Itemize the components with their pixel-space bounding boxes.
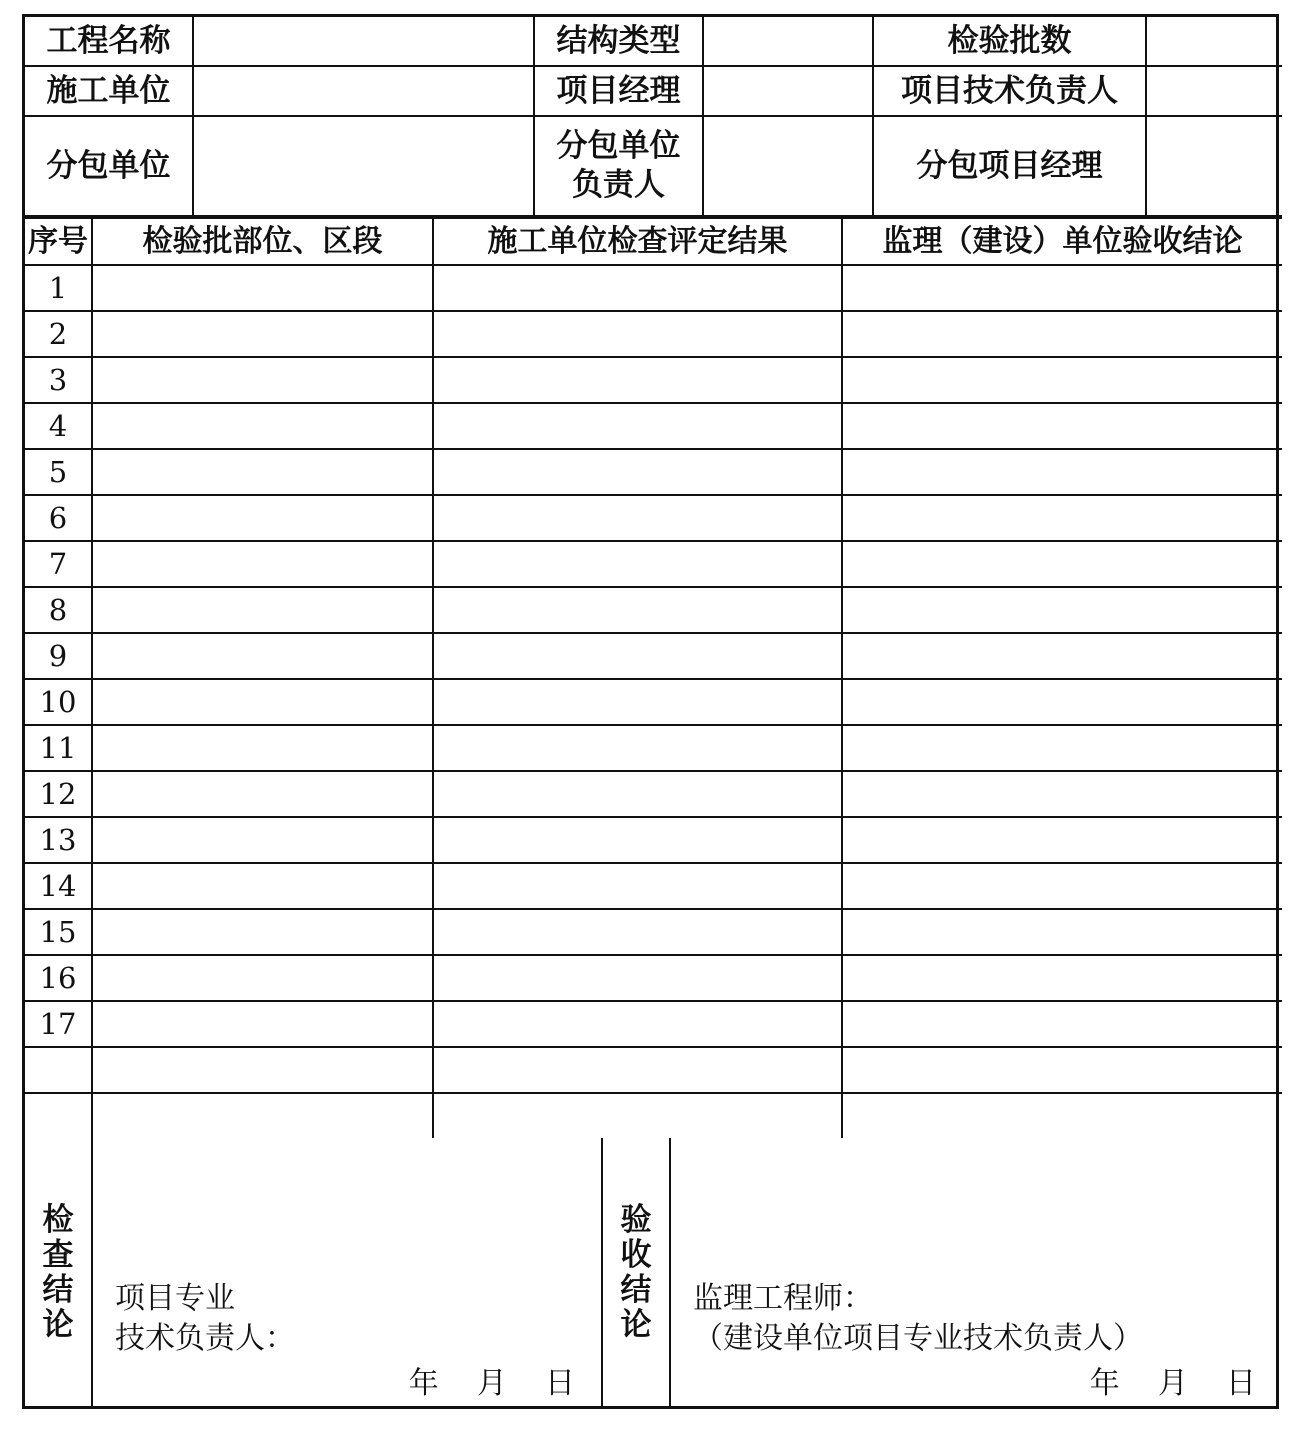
- acceptance-conclusion-label: [602, 1138, 670, 1408]
- table-row: [25, 771, 1282, 817]
- row-supervisor-conclusion-field[interactable]: [842, 863, 1282, 909]
- check-label-char: 结: [42, 1272, 74, 1308]
- table-row: [25, 1001, 1282, 1047]
- row-contractor-result-field[interactable]: [433, 771, 842, 817]
- sub-manager-label: 分包项目经理: [873, 116, 1146, 216]
- table-row: [25, 265, 1282, 311]
- row-number: 9: [25, 633, 92, 679]
- row-location-field[interactable]: [92, 541, 433, 587]
- row-number: 14: [25, 863, 92, 909]
- row-number: 12: [25, 771, 92, 817]
- table-row: [25, 495, 1282, 541]
- project-name-label: 工程名称: [25, 17, 193, 66]
- row-location-field[interactable]: [92, 1093, 433, 1138]
- col-location-header: 检验批部位、区段: [92, 218, 433, 265]
- row-supervisor-conclusion-field[interactable]: [842, 1093, 1282, 1138]
- row-number: 3: [25, 357, 92, 403]
- table-row: [25, 311, 1282, 357]
- project-manager-field[interactable]: [703, 66, 873, 116]
- form-footer: [25, 1138, 1282, 1408]
- contractor-field[interactable]: [193, 66, 534, 116]
- supervisor-signature-label: 监理工程师：: [693, 1281, 873, 1316]
- check-conclusion-field[interactable]: [92, 1138, 602, 1408]
- row-location-field[interactable]: [92, 1047, 433, 1093]
- accept-label-char: 结: [620, 1272, 652, 1308]
- column-header-row: [25, 218, 1282, 265]
- row-supervisor-conclusion-field[interactable]: [842, 909, 1282, 955]
- row-supervisor-conclusion-field[interactable]: [842, 633, 1282, 679]
- table-row: [25, 679, 1282, 725]
- row-location-field[interactable]: [92, 725, 433, 771]
- table-row: [25, 725, 1282, 771]
- row-supervisor-conclusion-field[interactable]: [842, 1047, 1282, 1093]
- table-row: [25, 449, 1282, 495]
- row-number: 15: [25, 909, 92, 955]
- date-year-label: 年: [408, 1365, 439, 1401]
- check-date: [409, 1365, 575, 1403]
- subcontractor-label: 分包单位: [25, 116, 193, 216]
- row-contractor-result-field[interactable]: [433, 817, 842, 863]
- sub-responsible-label-line2: 负责人: [572, 167, 665, 203]
- tech-lead-label: 项目技术负责人: [873, 66, 1146, 116]
- row-contractor-result-field[interactable]: [433, 357, 842, 403]
- date-month-label: 月: [1157, 1365, 1188, 1401]
- row-contractor-result-field[interactable]: [433, 1001, 842, 1047]
- check-label-char: 检: [42, 1202, 74, 1238]
- acceptance-date: [1090, 1365, 1256, 1403]
- owner-tech-lead-note: （建设单位项目专业技术负责人）: [693, 1321, 1143, 1356]
- structure-type-label: 结构类型: [534, 17, 703, 66]
- row-contractor-result-field[interactable]: [433, 1093, 842, 1138]
- row-location-field[interactable]: [92, 771, 433, 817]
- tech-lead-signature-label-line2: 技术负责人：: [115, 1321, 295, 1356]
- row-location-field[interactable]: [92, 449, 433, 495]
- row-contractor-result-field[interactable]: [433, 725, 842, 771]
- table-row: [25, 1047, 1282, 1093]
- table-row: [25, 633, 1282, 679]
- check-conclusion-label: [25, 1138, 92, 1408]
- form-header: [25, 17, 1282, 217]
- date-year-label: 年: [1089, 1365, 1120, 1401]
- check-label-char: 论: [42, 1307, 74, 1343]
- batch-count-field[interactable]: [1146, 17, 1282, 66]
- row-location-field[interactable]: [92, 311, 433, 357]
- check-label-char: 查: [42, 1237, 74, 1273]
- tech-lead-field[interactable]: [1146, 66, 1282, 116]
- row-contractor-result-field[interactable]: [433, 955, 842, 1001]
- date-day-label: 日: [545, 1365, 575, 1401]
- row-location-field[interactable]: [92, 817, 433, 863]
- row-location-field[interactable]: [92, 403, 433, 449]
- row-contractor-result-field[interactable]: [433, 403, 842, 449]
- row-number: 1: [25, 265, 92, 311]
- row-supervisor-conclusion-field[interactable]: [842, 449, 1282, 495]
- table-row: [25, 817, 1282, 863]
- row-location-field[interactable]: [92, 587, 433, 633]
- table-row: [25, 1093, 1282, 1138]
- row-contractor-result-field[interactable]: [433, 541, 842, 587]
- row-location-field[interactable]: [92, 955, 433, 1001]
- row-number: 2: [25, 311, 92, 357]
- row-supervisor-conclusion-field[interactable]: [842, 587, 1282, 633]
- row-supervisor-conclusion-field[interactable]: [842, 541, 1282, 587]
- structure-type-field[interactable]: [703, 17, 873, 66]
- table-row: [25, 587, 1282, 633]
- row-supervisor-conclusion-field[interactable]: [842, 955, 1282, 1001]
- date-day-label: 日: [1226, 1365, 1256, 1401]
- table-row: [25, 541, 1282, 587]
- row-location-field[interactable]: [92, 633, 433, 679]
- date-month-label: 月: [476, 1365, 507, 1401]
- col-seq-header: 序号: [25, 218, 92, 265]
- row-contractor-result-field[interactable]: [433, 909, 842, 955]
- row-location-field[interactable]: [92, 1001, 433, 1047]
- row-contractor-result-field[interactable]: [433, 863, 842, 909]
- row-number: 8: [25, 587, 92, 633]
- accept-label-char: 收: [620, 1237, 652, 1273]
- row-contractor-result-field[interactable]: [433, 1047, 842, 1093]
- row-number: 4: [25, 403, 92, 449]
- sub-responsible-label-line1: 分包单位: [556, 128, 681, 165]
- row-number: 16: [25, 955, 92, 1001]
- accept-label-char: 论: [620, 1307, 652, 1343]
- accept-label-char: 验: [620, 1202, 652, 1238]
- row-location-field[interactable]: [92, 495, 433, 541]
- row-number: 6: [25, 495, 92, 541]
- inspection-form: [22, 14, 1279, 1409]
- col-supervisor-conclusion-header: 监理（建设）单位验收结论: [842, 218, 1282, 265]
- col-contractor-result-header: 施工单位检查评定结果: [433, 218, 842, 265]
- project-name-field[interactable]: [193, 17, 534, 66]
- sub-responsible-field[interactable]: [703, 116, 873, 216]
- row-supervisor-conclusion-field[interactable]: [842, 679, 1282, 725]
- row-number: 5: [25, 449, 92, 495]
- row-contractor-result-field[interactable]: [433, 265, 842, 311]
- row-number: [25, 1047, 92, 1093]
- row-location-field[interactable]: [92, 863, 433, 909]
- project-manager-label: 项目经理: [534, 66, 703, 116]
- row-supervisor-conclusion-field[interactable]: [842, 817, 1282, 863]
- row-number: 13: [25, 817, 92, 863]
- batch-count-label: 检验批数: [873, 17, 1146, 66]
- row-contractor-result-field[interactable]: [433, 679, 842, 725]
- row-contractor-result-field[interactable]: [433, 449, 842, 495]
- row-location-field[interactable]: [92, 265, 433, 311]
- row-contractor-result-field[interactable]: [433, 587, 842, 633]
- table-row: [25, 403, 1282, 449]
- row-contractor-result-field[interactable]: [433, 311, 842, 357]
- table-row: [25, 909, 1282, 955]
- row-location-field[interactable]: [92, 909, 433, 955]
- row-number: 11: [25, 725, 92, 771]
- row-location-field[interactable]: [92, 679, 433, 725]
- contractor-label: 施工单位: [25, 66, 193, 116]
- table-row: [25, 955, 1282, 1001]
- row-number: [25, 1093, 92, 1138]
- row-number: 10: [25, 679, 92, 725]
- row-supervisor-conclusion-field[interactable]: [842, 357, 1282, 403]
- row-contractor-result-field[interactable]: [433, 633, 842, 679]
- row-supervisor-conclusion-field[interactable]: [842, 311, 1282, 357]
- inspection-list: [25, 217, 1282, 1138]
- row-supervisor-conclusion-field[interactable]: [842, 1001, 1282, 1047]
- row-location-field[interactable]: [92, 357, 433, 403]
- row-supervisor-conclusion-field[interactable]: [842, 495, 1282, 541]
- table-row: [25, 357, 1282, 403]
- table-row: [25, 863, 1282, 909]
- row-contractor-result-field[interactable]: [433, 495, 842, 541]
- row-supervisor-conclusion-field[interactable]: [842, 403, 1282, 449]
- sub-manager-field[interactable]: [1146, 116, 1282, 216]
- row-number: 7: [25, 541, 92, 587]
- row-supervisor-conclusion-field[interactable]: [842, 771, 1282, 817]
- sub-responsible-label: [534, 116, 703, 216]
- row-supervisor-conclusion-field[interactable]: [842, 725, 1282, 771]
- tech-lead-signature-label-line1: 项目专业: [115, 1281, 235, 1316]
- subcontractor-field[interactable]: [193, 116, 534, 216]
- row-supervisor-conclusion-field[interactable]: [842, 265, 1282, 311]
- acceptance-conclusion-field[interactable]: [670, 1138, 1282, 1408]
- row-number: 17: [25, 1001, 92, 1047]
